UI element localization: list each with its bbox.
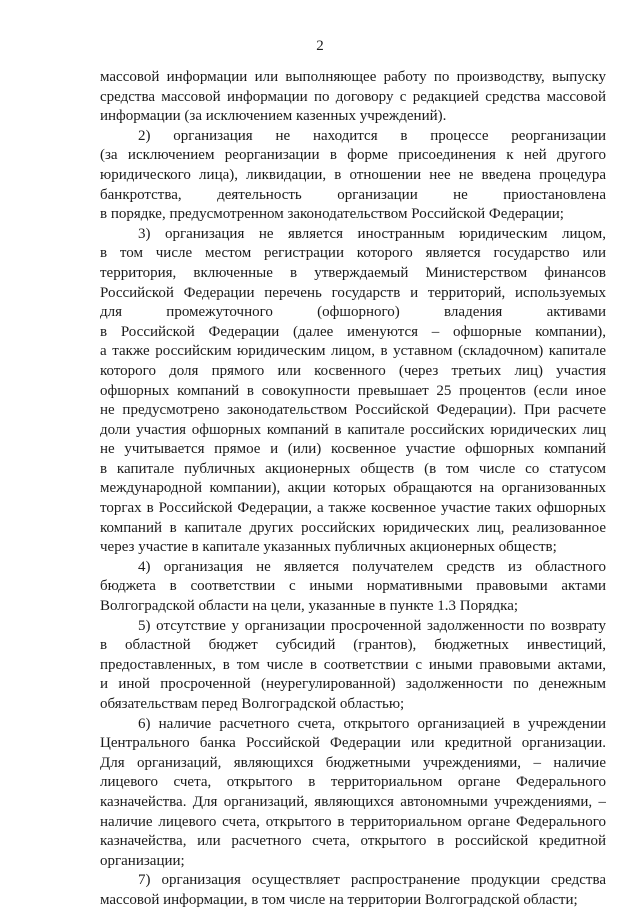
text-line: доли участия офшорных компаний в капитале российских юридических лиц [100, 421, 606, 438]
text-line: массовой информации, в том числе на территории Волгоградской области; [100, 891, 578, 908]
text-line: 4) организация не является получателем средств из областного [138, 558, 606, 575]
text-line: юридического лица), ликвидации, в отношении нее не введена процедура [100, 166, 606, 183]
text-line: казначейства. Для организаций, являющихся автономными учреждениями, – [100, 793, 606, 810]
text-line: и иной просроченной (неурегулированной) задолженности по денежным [100, 676, 606, 693]
text-line: наличие лицевого счета, открытого в территориальном органе Федерального [100, 813, 606, 830]
text-line: 5) отсутствие у организации просроченной задолженности по возврату [138, 617, 606, 634]
text-line: казначейства, или расчетного счета, открытого в российской кредитной [100, 833, 606, 850]
text-line: Российской Федерации перечень государств и территорий, используемых [100, 284, 606, 301]
text-line: не предусмотрено законодательством Российской Федерации). При расчете [100, 402, 606, 419]
text-line: международной компании), акции которых обращаются на организованных [100, 480, 606, 497]
text-line: 6) наличие расчетного счета, открытого организацией в учреждении [138, 715, 606, 732]
page-number: 2 [316, 38, 324, 54]
text-line: не учитывается прямое и (или) косвенное участие офшорных компаний [100, 441, 606, 458]
text-line: в областной бюджет субсидий (грантов), бюджетных инвестиций, [100, 637, 606, 654]
text-line: массовой информации или выполняющее работу по производству, выпуску [100, 69, 606, 85]
text-line: бюджета в соответствии с иными нормативными правовыми актами [100, 578, 606, 595]
text-line: торгах в Российской Федерации, а также косвенное участие таких офшорных [100, 500, 606, 517]
text-line: в том числе местом регистрации которого является государство или [100, 245, 606, 262]
text-line: в капитале публичных акционерных обществ (в том числе со статусом [100, 460, 606, 477]
document-body [100, 68, 606, 911]
text-line: для промежуточного (офшорного) владения активами [100, 304, 606, 321]
text-line: территория, включенные в утверждаемый Министерством финансов [100, 264, 606, 281]
text-line: банкротства, деятельность организации не приостановлена [100, 186, 606, 203]
text-line: информации (за исключением казенных учреждений). [100, 108, 447, 125]
text-line: а также российским юридическим лицом, в уставном (складочном) капитале [100, 343, 606, 360]
text-line: (за исключением реорганизации в форме присоединения к ней другого [100, 147, 606, 164]
text-line: Центрального банка Российской Федерации или кредитной организации. [100, 735, 606, 752]
text-line: 2) организация не находится в процессе реорганизации [138, 127, 606, 144]
text-line: 3) организация не является иностранным юридическим лицом, [138, 225, 606, 242]
text-line: предоставленных, в том числе в соответствии с иными правовыми актами, [100, 656, 606, 673]
text-line: лицевого счета, открытого в территориальном органе Федерального [100, 774, 606, 791]
text-line: которого доля прямого или косвенного (через третьих лиц) участия [100, 362, 606, 379]
text-line: Волгоградской области на цели, указанные в пункте 1.3 Порядка; [100, 598, 519, 615]
text-line: в порядке, предусмотренном законодательством Российской Федерации; [100, 206, 564, 223]
text-line: обязательствам перед Волгоградской областью; [100, 696, 405, 712]
text-line: в Российской Федерации (далее именуются – офшорные компании), [100, 323, 606, 340]
text-line: Для организаций, являющихся бюджетными учреждениями, – наличие [100, 754, 606, 771]
text-line: средства массовой информации по договору с редакцией средства массовой [100, 88, 606, 105]
text-line: компаний в капитале других российских юридических лиц, реализованное [100, 519, 606, 536]
text-line: 7) организация осуществляет распространение продукции средства [138, 872, 606, 889]
text-line: офшорных компаний в совокупности превышает 25 процентов (если иное [100, 382, 606, 399]
text-line: через участие в капитале указанных публичных акционерных обществ; [100, 539, 557, 556]
text-line: организации; [100, 852, 185, 869]
